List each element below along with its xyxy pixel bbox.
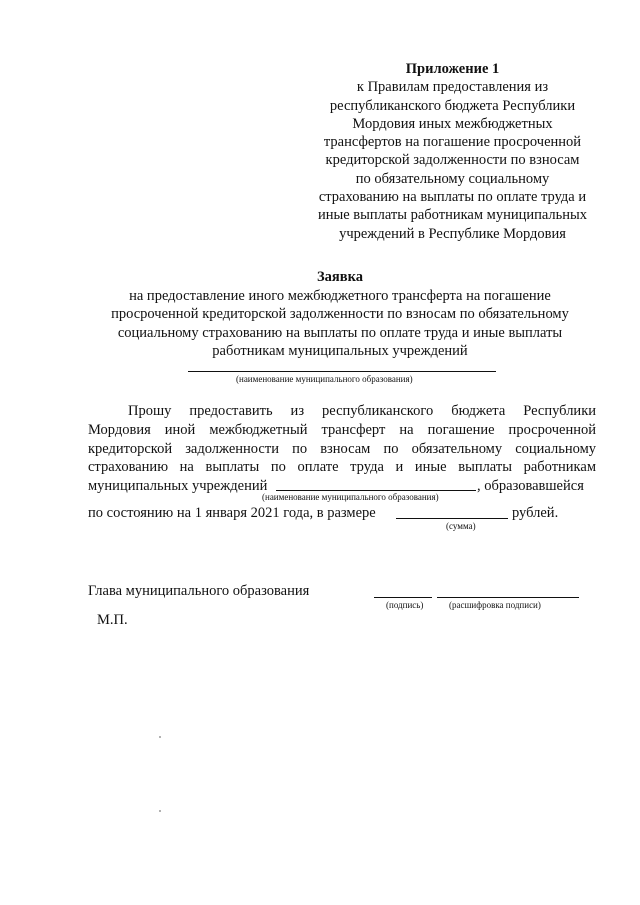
paragraph-line-6-end: рублей. xyxy=(512,505,559,521)
municipality-inline-caption: (наименование муниципального образования) xyxy=(262,492,439,502)
paragraph-line-6-start: по состоянию на 1 января 2021 года, в размере xyxy=(88,505,376,521)
paragraph-line-5-start: муниципальных учреждений xyxy=(88,478,268,494)
amount-caption: (сумма) xyxy=(446,521,476,531)
head-label: Глава муниципального образования xyxy=(88,583,310,599)
scan-speck xyxy=(159,810,161,812)
scan-speck xyxy=(159,736,161,738)
appendix-block xyxy=(300,60,605,243)
signature-line[interactable] xyxy=(374,597,432,598)
municipality-name-caption: (наименование муниципального образования) xyxy=(236,374,413,384)
seal-label: М.П. xyxy=(97,612,128,628)
signature-decoding-line[interactable] xyxy=(437,597,579,598)
amount-line[interactable] xyxy=(396,518,508,519)
signature-caption: (подпись) xyxy=(386,600,424,610)
municipality-name-line[interactable] xyxy=(188,371,496,372)
signature-decoding-caption: (расшифровка подписи) xyxy=(449,600,541,610)
paragraph-line-3: кредиторской задолженности по взносам по обязательному социальному xyxy=(88,441,596,457)
paragraph-line-5-end: , образовавшейся xyxy=(477,478,584,494)
appendix-title: Приложение 1 xyxy=(405,61,500,77)
appendix-body: к Правилам предоставления из республиканского бюджета Республики Мордовия иных межбюджетных трансфертов на погашение просроченной кредиторской задолженности по взносам по обязательному социальному страхованию на выплаты по оплате труда и иные выплаты работникам муниципальных учреждений в Республике Мордовия xyxy=(317,79,588,242)
paragraph-line-4: страхованию на выплаты по оплате труда и иные выплаты работникам xyxy=(88,459,596,475)
paragraph-line-2: Мордовия иной межбюджетный трансферт на погашение просроченной xyxy=(88,422,596,438)
request-body: на предоставление иного межбюджетного трансферта на погашение просроченной кредиторской задолженности по взносам по обязательному социальному страхованию на выплаты по оплате труда и иные выплаты работникам муниципальных учреждений xyxy=(111,287,569,359)
request-title: Заявка xyxy=(317,269,363,285)
paragraph-line-1: Прошу предоставить из республиканского бюджета Республики xyxy=(128,403,596,419)
municipality-inline-line[interactable] xyxy=(276,490,476,491)
request-block xyxy=(60,268,620,361)
